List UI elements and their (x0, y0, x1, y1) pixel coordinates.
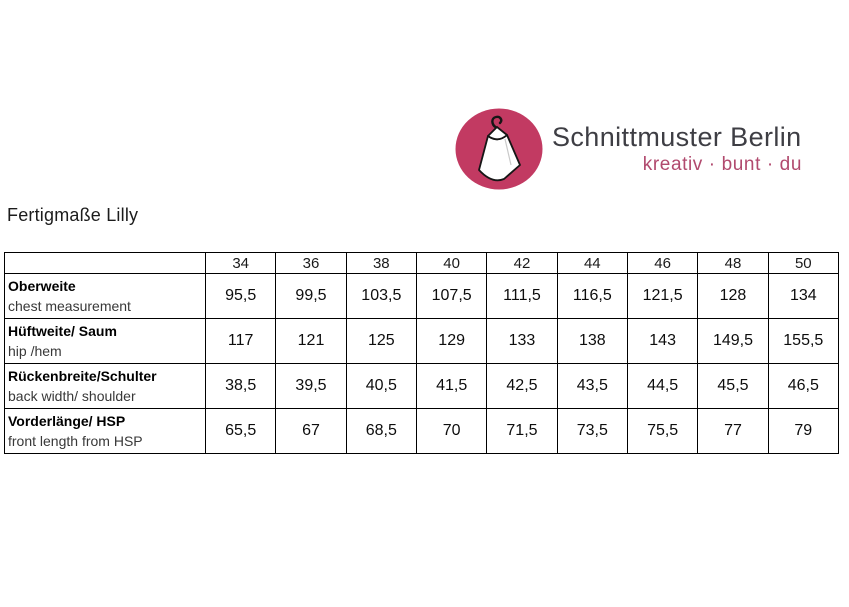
measurement-cell: 149,5 (698, 319, 768, 364)
measurement-cell: 77 (698, 409, 768, 454)
row-label-de: Rückenbreite/Schulter (8, 368, 157, 384)
brand-logo (455, 107, 802, 191)
size-column-header: 48 (698, 253, 768, 274)
measurement-cell: 68,5 (346, 409, 416, 454)
measurement-cell: 38,5 (206, 364, 276, 409)
size-header-row (5, 253, 839, 274)
measurement-cell: 116,5 (557, 274, 627, 319)
measurement-cell: 133 (487, 319, 557, 364)
measurement-cell: 95,5 (206, 274, 276, 319)
size-column-header: 38 (346, 253, 416, 274)
size-table (4, 252, 839, 454)
row-label-de: Vorderlänge/ HSP (8, 413, 126, 429)
measurement-cell: 44,5 (627, 364, 697, 409)
measurement-cell: 71,5 (487, 409, 557, 454)
measurement-cell: 143 (627, 319, 697, 364)
row-label (5, 274, 206, 319)
measurement-cell: 121,5 (627, 274, 697, 319)
row-label (5, 409, 206, 454)
row-label (5, 319, 206, 364)
size-column-header: 36 (276, 253, 346, 274)
measurement-cell: 111,5 (487, 274, 557, 319)
table-row (5, 274, 839, 319)
measurement-cell: 65,5 (206, 409, 276, 454)
measurement-cell: 70 (416, 409, 486, 454)
measurement-cell: 42,5 (487, 364, 557, 409)
row-label-en: back width/ shoulder (8, 388, 136, 404)
measurement-cell: 138 (557, 319, 627, 364)
measurement-cell: 117 (206, 319, 276, 364)
corner-cell (5, 253, 206, 274)
row-label-en: hip /hem (8, 343, 62, 359)
measurement-cell: 107,5 (416, 274, 486, 319)
size-column-header: 40 (416, 253, 486, 274)
measurement-cell: 43,5 (557, 364, 627, 409)
size-column-header: 42 (487, 253, 557, 274)
measurement-cell: 134 (768, 274, 838, 319)
size-column-header: 50 (768, 253, 838, 274)
measurement-cell: 73,5 (557, 409, 627, 454)
measurement-cell: 121 (276, 319, 346, 364)
measurement-cell: 103,5 (346, 274, 416, 319)
row-label-de: Hüftweite/ Saum (8, 323, 117, 339)
measurement-cell: 129 (416, 319, 486, 364)
dress-on-hanger-icon (455, 107, 543, 191)
row-label-en: front length from HSP (8, 433, 143, 449)
size-column-header: 44 (557, 253, 627, 274)
row-label (5, 364, 206, 409)
size-column-header: 34 (206, 253, 276, 274)
measurement-cell: 99,5 (276, 274, 346, 319)
table-row (5, 409, 839, 454)
table-row (5, 364, 839, 409)
measurement-cell: 41,5 (416, 364, 486, 409)
measurement-cell: 155,5 (768, 319, 838, 364)
brand-name: Schnittmuster Berlin (552, 122, 802, 152)
measurement-cell: 40,5 (346, 364, 416, 409)
page-title: Fertigmaße Lilly (7, 205, 139, 225)
size-column-header: 46 (627, 253, 697, 274)
measurement-cell: 128 (698, 274, 768, 319)
row-label-de: Oberweite (8, 278, 76, 294)
measurement-cell: 45,5 (698, 364, 768, 409)
measurement-cell: 75,5 (627, 409, 697, 454)
measurement-cell: 125 (346, 319, 416, 364)
measurement-cell: 46,5 (768, 364, 838, 409)
table-row (5, 319, 839, 364)
measurement-cell: 67 (276, 409, 346, 454)
brand-tagline: kreativ · bunt · du (642, 154, 802, 175)
measurement-cell: 79 (768, 409, 838, 454)
measurement-cell: 39,5 (276, 364, 346, 409)
row-label-en: chest measurement (8, 298, 131, 314)
